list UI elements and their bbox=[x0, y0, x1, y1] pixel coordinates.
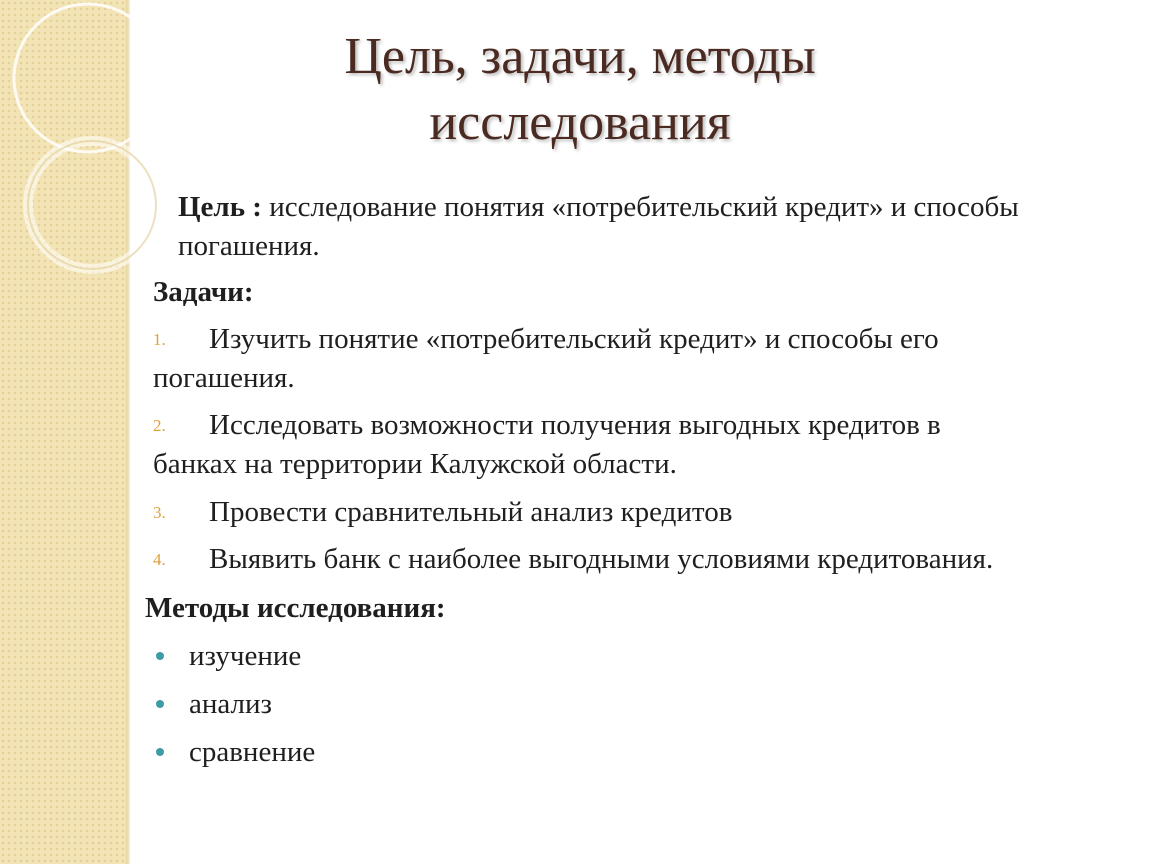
method-item-2: анализ bbox=[189, 688, 272, 720]
task-number-3: 3. bbox=[153, 503, 166, 522]
goal-text-line1: исследование понятия «потребительский кредит» и способы bbox=[269, 191, 1019, 223]
goal-text-line2: погашения. bbox=[178, 230, 320, 262]
decorative-rings bbox=[0, 0, 160, 300]
slide-title bbox=[200, 24, 960, 156]
decorative-ring-outline bbox=[28, 141, 156, 269]
method-item-3: сравнение bbox=[189, 736, 316, 768]
method-item-1: изучение bbox=[189, 640, 302, 672]
bullet-dot-icon bbox=[156, 700, 164, 708]
slide-title-line2: исследования bbox=[429, 94, 731, 151]
bullet-dot-icon bbox=[156, 652, 164, 660]
task-item-4 bbox=[153, 540, 993, 579]
task-text-4-line1: Выявить банк с наиболее выгодными условиями кредитования. bbox=[209, 543, 994, 575]
task-item-3 bbox=[153, 493, 732, 532]
bullet-dot-icon bbox=[156, 748, 164, 756]
task-number-4: 4. bbox=[153, 550, 166, 569]
goal-label: Цель : bbox=[178, 191, 262, 223]
slide-title-line1: Цель, задачи, методы bbox=[344, 28, 816, 85]
methods-heading: Методы исследования: bbox=[145, 592, 446, 624]
goal-paragraph bbox=[178, 188, 1019, 266]
task-text-2-line2: банках на территории Калужской области. bbox=[153, 448, 677, 480]
task-text-3-line1: Провести сравнительный анализ кредитов bbox=[209, 496, 733, 528]
task-number-2: 2. bbox=[153, 416, 166, 435]
tasks-heading: Задачи: bbox=[153, 276, 254, 308]
task-number-1: 1. bbox=[153, 330, 166, 349]
task-text-2-line1: Исследовать возможности получения выгодных кредитов в bbox=[209, 409, 941, 441]
decorative-ring-large bbox=[14, 4, 160, 152]
task-text-1-line1: Изучить понятие «потребительский кредит» и способы его bbox=[209, 323, 939, 355]
task-item-2 bbox=[153, 406, 941, 484]
task-item-1 bbox=[153, 320, 939, 398]
task-text-1-line2: погашения. bbox=[153, 362, 295, 394]
